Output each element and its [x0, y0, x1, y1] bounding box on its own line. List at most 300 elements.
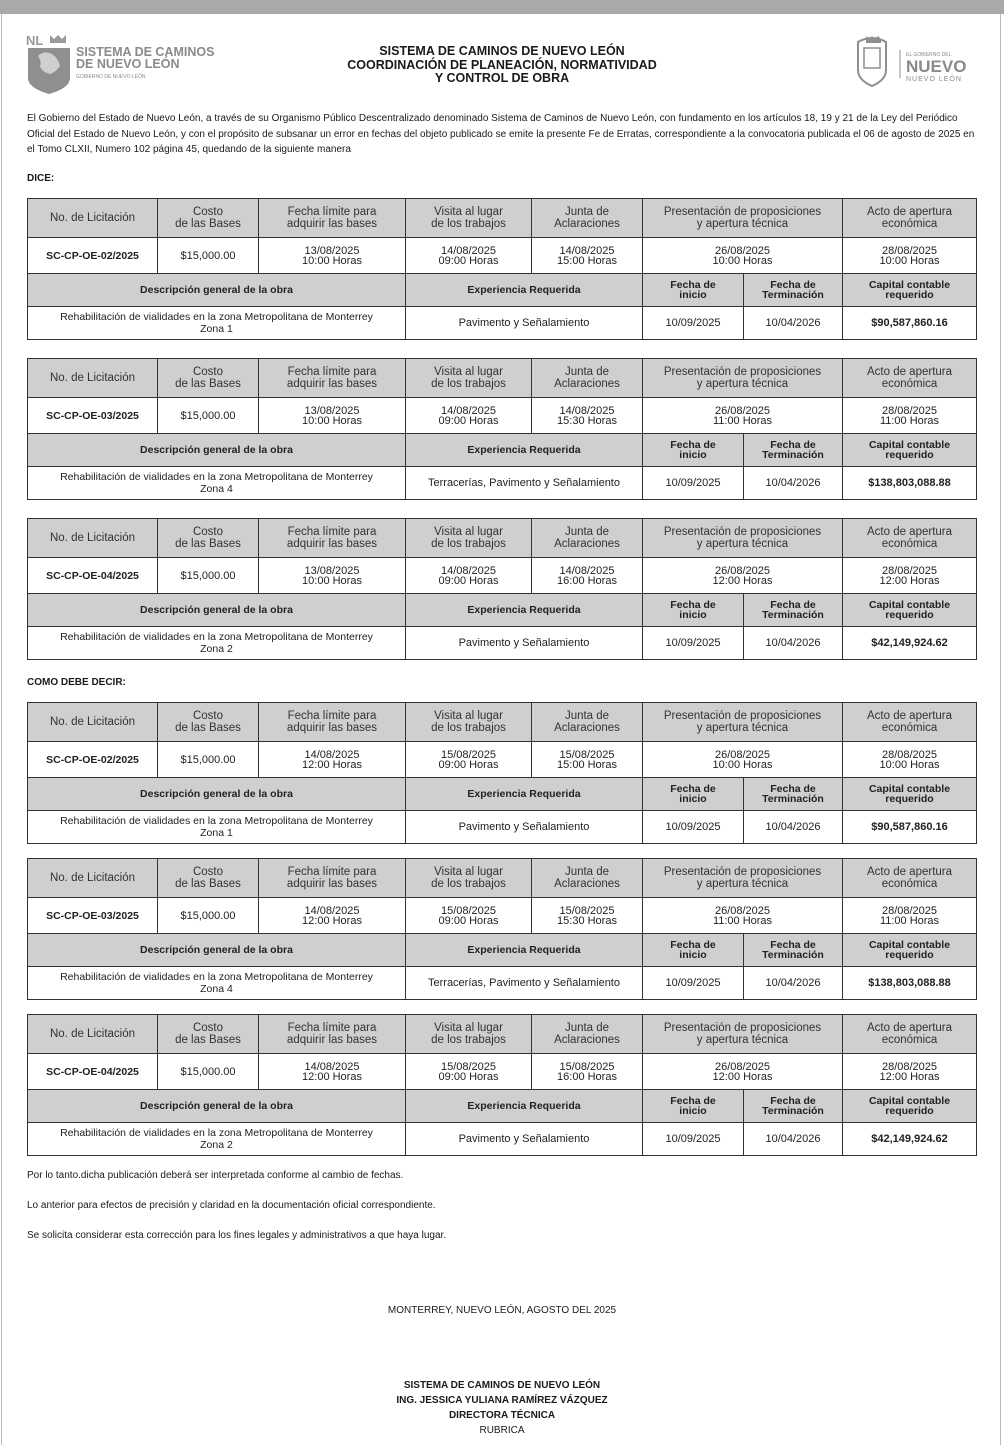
- coat-of-arms-icon: [858, 38, 886, 86]
- header-costo: [158, 1015, 259, 1054]
- licitacion-table-debe-decir-2: [27, 858, 977, 1000]
- capital-value: [843, 967, 977, 1000]
- descripcion-value: [28, 627, 406, 660]
- header-num-line-1: No. de Licitación: [49, 532, 136, 544]
- header-fecha-inicio: [643, 778, 744, 810]
- header-capital-line-2: requerido: [885, 449, 934, 461]
- acto-value-line-2: 12:00 Horas: [879, 1070, 940, 1083]
- header-presentacion-line-2: y apertura técnica: [696, 1034, 789, 1046]
- header-fecha-terminacion: [744, 274, 842, 306]
- table-header-row: [28, 1015, 977, 1054]
- header-costo-line-2: de las Bases: [175, 878, 241, 890]
- table-subheader-row: [28, 434, 977, 467]
- junta-value: [532, 398, 643, 434]
- header-junta-line-1: Junta de: [564, 1022, 610, 1034]
- experiencia-value: [406, 467, 643, 500]
- header-fecha-limite-line-2: adquirir las bases: [286, 378, 378, 390]
- header-visita-line-1: Visita al lugar: [434, 206, 503, 218]
- header-title-1: SISTEMA DE CAMINOS DE NUEVO LEÓN: [379, 44, 625, 58]
- header-fecha-limite: [259, 703, 406, 742]
- header-capital-line-1: Capital contable: [868, 783, 951, 795]
- descripcion-value-line-1: Rehabilitación de vialidades en la zona Metropolitana de Monterrey: [60, 815, 373, 827]
- signature-rubrica: RUBRICA: [479, 1425, 525, 1436]
- header-costo-line-1: Costo: [192, 206, 224, 218]
- header-costo: [158, 703, 259, 742]
- header-junta-line-1: Junta de: [564, 206, 610, 218]
- descripcion-value: [28, 307, 406, 340]
- header-costo-line-2: de las Bases: [175, 538, 241, 550]
- header-costo-line-2: de las Bases: [175, 378, 241, 390]
- acto-value-line-2: 12:00 Horas: [879, 574, 940, 587]
- header-fecha-terminacion-line: Fecha de: [770, 279, 816, 291]
- costo-value: [158, 898, 259, 934]
- fecha-terminacion-value: 10/04/2026: [765, 477, 821, 489]
- header-costo-line-1: Costo: [192, 366, 224, 378]
- acto-value: [843, 898, 977, 934]
- costo-value-line-1: $15,000.00: [180, 249, 236, 262]
- capital-value-line-1: $138,803,088.88: [868, 977, 951, 989]
- header-presentacion-line-2: y apertura técnica: [696, 722, 789, 734]
- header-junta: [532, 703, 643, 742]
- header-visita-line-2: de los trabajos: [431, 538, 506, 550]
- header-visita-line-1: Visita al lugar: [434, 1022, 503, 1034]
- header-fecha-limite-line-2: adquirir las bases: [286, 538, 378, 550]
- table-header-row: [28, 703, 977, 742]
- costo-value-line-1: $15,000.00: [180, 753, 236, 766]
- header-visita-line-1: Visita al lugar: [434, 366, 503, 378]
- visita-value-line-2: 09:00 Horas: [438, 758, 499, 771]
- licitacion-number-line-1: SC-CP-OE-02/2025: [46, 249, 139, 262]
- visita-value: [406, 238, 532, 274]
- fechas-pair-value: [643, 307, 843, 340]
- presentacion-value-line-1: 26/08/2025: [714, 904, 771, 917]
- header-fecha-inicio-line: inicio: [679, 449, 707, 461]
- header-acto-line-1: Acto de apertura: [866, 1022, 953, 1034]
- header-acto-line-2: económica: [881, 218, 938, 230]
- header-fecha-inicio-line: Fecha de: [670, 783, 716, 795]
- header-fecha-limite-line-2: adquirir las bases: [286, 1034, 378, 1046]
- header-fecha-limite-line-2: adquirir las bases: [286, 218, 378, 230]
- header-fecha-limite: [259, 859, 406, 898]
- capital-value: [843, 627, 977, 660]
- header-capital-line-2: requerido: [885, 289, 934, 301]
- capital-value: [843, 467, 977, 500]
- header-costo-line-2: de las Bases: [175, 1034, 241, 1046]
- header-acto-line-2: económica: [881, 722, 938, 734]
- presentacion-value: [643, 398, 843, 434]
- header-experiencia: [406, 934, 643, 967]
- header-junta-line-2: Aclaraciones: [554, 378, 620, 390]
- header-acto-line-2: económica: [881, 878, 938, 890]
- descripcion-value-line-2: Zona 4: [200, 483, 233, 495]
- visita-value: [406, 558, 532, 594]
- costo-value: [158, 398, 259, 434]
- header-num-line-1: No. de Licitación: [49, 1028, 136, 1040]
- descripcion-value-line-1: Rehabilitación de vialidades en la zona Metropolitana de Monterrey: [60, 311, 373, 323]
- header-presentacion-line-2: y apertura técnica: [696, 878, 789, 890]
- fecha-limite-value-line-1: 13/08/2025: [304, 244, 360, 257]
- acto-value: [843, 558, 977, 594]
- experiencia-value-line-1: Terracerías, Pavimento y Señalamiento: [428, 477, 620, 489]
- header-junta-line-2: Aclaraciones: [554, 722, 620, 734]
- header-capital-line-1: Capital contable: [868, 1095, 951, 1107]
- fecha-limite-value-line-1: 13/08/2025: [304, 404, 360, 417]
- capital-value: [843, 1123, 977, 1156]
- table-row: [28, 558, 977, 594]
- costo-value-line-1: $15,000.00: [180, 569, 236, 582]
- header-junta: [532, 519, 643, 558]
- acto-value-line-1: 28/08/2025: [881, 1060, 938, 1073]
- header-descripcion-line-1: Descripción general de la obra: [140, 788, 293, 800]
- header-acto-line-2: económica: [881, 538, 938, 550]
- descripcion-value-line-1: Rehabilitación de vialidades en la zona Metropolitana de Monterrey: [60, 971, 373, 983]
- header-descripcion: [28, 934, 406, 967]
- costo-value: [158, 742, 259, 778]
- header-acto: [843, 703, 977, 742]
- header-fecha-limite-line-1: Fecha límite para: [287, 206, 377, 218]
- header-fecha-limite-line-1: Fecha límite para: [287, 710, 377, 722]
- junta-value: [532, 238, 643, 274]
- header-acto-line-2: económica: [881, 378, 938, 390]
- visita-value-line-1: 14/08/2025: [440, 564, 497, 577]
- header-costo-line-1: Costo: [192, 866, 224, 878]
- presentacion-value-line-1: 26/08/2025: [714, 1060, 771, 1073]
- debe-decir-label: COMO DEBE DECIR:: [27, 677, 126, 688]
- header-fecha-limite: [259, 199, 406, 238]
- fecha-terminacion-value: 10/04/2026: [765, 317, 821, 329]
- header-fecha-limite-line-1: Fecha límite para: [287, 1022, 377, 1034]
- capital-value-line-1: $90,587,860.16: [871, 821, 948, 833]
- visita-value-line-1: 15/08/2025: [440, 1060, 497, 1073]
- header-capital-line-1: Capital contable: [868, 439, 951, 451]
- junta-value-line-1: 14/08/2025: [559, 244, 615, 257]
- header-fecha-terminacion: [744, 934, 842, 966]
- acto-value-line-1: 28/08/2025: [881, 244, 938, 257]
- header-visita: [406, 1015, 532, 1054]
- header-presentacion-line-2: y apertura técnica: [696, 538, 789, 550]
- visita-value: [406, 1054, 532, 1090]
- header-acto-line-1: Acto de apertura: [866, 206, 953, 218]
- header-presentacion: [643, 1015, 843, 1054]
- intro-paragraph: El Gobierno del Estado de Nuevo León, a través de su Organismo Público Descentralizado denominado Sistema de Caminos de Nuevo León, con fundamento en los artículos 18, 19 y 21 de la Ley del Periódico Oficial del Estado de Nuevo León, y con el propósito de subsanar un error en fechas del objeto publicado se emite la presente Fe de Erratas, correspondiente a la convocatoria publicada el 06 de agosto de 2025 en el Tomo CLXII, Numero 102 página 45, quedando de la siguiente manera: [27, 113, 975, 155]
- capital-value-line-1: $42,149,924.62: [871, 637, 948, 649]
- header-fecha-terminacion: [744, 594, 842, 626]
- header-fechas-pair: [643, 934, 843, 967]
- fecha-limite-value-line-2: 12:00 Horas: [302, 1070, 362, 1083]
- header-visita-line-1: Visita al lugar: [434, 710, 503, 722]
- licitacion-table-dice-3: [27, 518, 977, 660]
- logo-big-text: NUEVO: [906, 57, 967, 76]
- header-fecha-terminacion-line: Terminación: [762, 949, 824, 961]
- header-experiencia: [406, 1090, 643, 1123]
- descripcion-value-line-1: Rehabilitación de vialidades en la zona Metropolitana de Monterrey: [60, 1127, 373, 1139]
- header-fecha-limite-line-2: adquirir las bases: [286, 878, 378, 890]
- fecha-terminacion-value: 10/04/2026: [765, 637, 821, 649]
- fecha-limite-value: [259, 398, 406, 434]
- experiencia-value: [406, 307, 643, 340]
- header-costo-line-2: de las Bases: [175, 722, 241, 734]
- descripcion-value-line-1: Rehabilitación de vialidades en la zona Metropolitana de Monterrey: [60, 631, 373, 643]
- costo-value-line-1: $15,000.00: [180, 1065, 236, 1078]
- header-fecha-terminacion-line: Fecha de: [770, 939, 816, 951]
- header-junta: [532, 859, 643, 898]
- logo-sub-text: NUEVO LEÓN: [906, 76, 962, 83]
- fecha-inicio-value: 10/09/2025: [643, 307, 744, 339]
- experiencia-value-line-1: Terracerías, Pavimento y Señalamiento: [428, 977, 620, 989]
- descripcion-value-line-2: Zona 2: [200, 643, 233, 655]
- visita-value-line-2: 09:00 Horas: [438, 574, 499, 587]
- presentacion-value: [643, 238, 843, 274]
- document-header: [300, 45, 704, 86]
- descripcion-value: [28, 467, 406, 500]
- licitacion-table-debe-decir-1: [27, 702, 977, 844]
- header-fecha-terminacion-line: Terminación: [762, 289, 824, 301]
- table-row: [28, 742, 977, 778]
- header-fecha-terminacion-line: Fecha de: [770, 1095, 816, 1107]
- header-fechas-pair: [643, 1090, 843, 1123]
- costo-value-line-1: $15,000.00: [180, 409, 236, 422]
- fecha-inicio-value: 10/09/2025: [643, 967, 744, 999]
- header-costo: [158, 199, 259, 238]
- fecha-limite-value-line-2: 10:00 Horas: [302, 254, 362, 267]
- header-junta-line-2: Aclaraciones: [554, 218, 620, 230]
- header-num-line-1: No. de Licitación: [49, 212, 136, 224]
- header-num: [28, 859, 158, 898]
- header-num: [28, 1015, 158, 1054]
- header-fecha-inicio: [643, 274, 744, 306]
- header-junta-line-1: Junta de: [564, 366, 610, 378]
- fecha-limite-value-line-1: 14/08/2025: [304, 748, 360, 761]
- header-visita-line-2: de los trabajos: [431, 378, 506, 390]
- visita-value-line-1: 14/08/2025: [440, 244, 497, 257]
- signature-role: DIRECTORA TÉCNICA: [448, 1410, 556, 1421]
- table-subheader-row: [28, 594, 977, 627]
- junta-value-line-2: 16:00 Horas: [557, 1070, 617, 1083]
- header-visita: [406, 199, 532, 238]
- descripcion-value: [28, 811, 406, 844]
- table-subheader-row: [28, 934, 977, 967]
- table-header-row: [28, 199, 977, 238]
- junta-value: [532, 898, 643, 934]
- header-presentacion-line-1: Presentación de proposiciones: [663, 206, 822, 218]
- header-acto-line-2: económica: [881, 1034, 938, 1046]
- visita-value: [406, 398, 532, 434]
- costo-value: [158, 558, 259, 594]
- table-subheader-row: [28, 274, 977, 307]
- junta-value: [532, 742, 643, 778]
- header-capital-line-2: requerido: [885, 609, 934, 621]
- header-fecha-inicio-line: Fecha de: [670, 279, 716, 291]
- junta-value-line-2: 15:30 Horas: [557, 914, 617, 927]
- junta-value-line-1: 15/08/2025: [559, 1060, 615, 1073]
- licitacion-number-line-1: SC-CP-OE-03/2025: [46, 409, 139, 422]
- table-row: [28, 1054, 977, 1090]
- header-capital-line-1: Capital contable: [868, 279, 951, 291]
- header-num-line-1: No. de Licitación: [49, 872, 136, 884]
- header-descripcion-line-1: Descripción general de la obra: [140, 1100, 293, 1112]
- licitacion-number: [28, 238, 158, 274]
- acto-value-line-1: 28/08/2025: [881, 748, 938, 761]
- table-header-row: [28, 359, 977, 398]
- header-fecha-limite-line-1: Fecha límite para: [287, 866, 377, 878]
- fecha-limite-value-line-2: 10:00 Horas: [302, 414, 362, 427]
- table-row: [28, 967, 977, 1000]
- header-visita-line-1: Visita al lugar: [434, 866, 503, 878]
- fecha-limite-value: [259, 238, 406, 274]
- header-fechas-pair: [643, 778, 843, 811]
- coat-inner-icon: [864, 48, 880, 68]
- fecha-limite-value: [259, 742, 406, 778]
- fechas-pair-value: [643, 1123, 843, 1156]
- experiencia-value-line-1: Pavimento y Señalamiento: [458, 317, 590, 329]
- presentacion-value-line-1: 26/08/2025: [714, 244, 771, 257]
- presentacion-value-line-2: 10:00 Horas: [712, 254, 773, 267]
- header-junta: [532, 1015, 643, 1054]
- header-fecha-inicio-line: Fecha de: [670, 939, 716, 951]
- header-fecha-inicio-line: inicio: [679, 793, 707, 805]
- visita-value-line-2: 09:00 Horas: [438, 414, 499, 427]
- junta-value-line-1: 15/08/2025: [559, 904, 615, 917]
- header-fecha-inicio: [643, 594, 744, 626]
- logo-line-3: GOBIERNO DE NUEVO LEÓN: [76, 74, 146, 80]
- table-row: [28, 627, 977, 660]
- header-capital-line-2: requerido: [885, 793, 934, 805]
- licitacion-table-debe-decir-3: [27, 1014, 977, 1156]
- header-acto: [843, 519, 977, 558]
- header-visita-line-2: de los trabajos: [431, 218, 506, 230]
- signature-name: ING. JESSICA YULIANA RAMÍREZ VÁZQUEZ: [396, 1395, 608, 1406]
- header-capital: [843, 434, 977, 467]
- signature-org: SISTEMA DE CAMINOS DE NUEVO LEÓN: [403, 1380, 601, 1391]
- header-capital: [843, 594, 977, 627]
- acto-value-line-1: 28/08/2025: [881, 564, 938, 577]
- header-num: [28, 703, 158, 742]
- sistema-caminos-logo: [26, 32, 226, 96]
- table-row: [28, 307, 977, 340]
- header-visita: [406, 703, 532, 742]
- header-acto: [843, 199, 977, 238]
- header-experiencia-line-1: Experiencia Requerida: [467, 788, 581, 800]
- header-descripcion: [28, 778, 406, 811]
- fecha-limite-value-line-1: 14/08/2025: [304, 904, 360, 917]
- junta-value-line-2: 16:00 Horas: [557, 574, 617, 587]
- fechas-pair-value: [643, 627, 843, 660]
- header-fecha-terminacion: [744, 434, 842, 466]
- visita-value-line-2: 09:00 Horas: [438, 1070, 499, 1083]
- visita-value-line-2: 09:00 Horas: [438, 914, 499, 927]
- gobierno-nuevo-leon-logo: [852, 32, 984, 90]
- header-fecha-terminacion: [744, 778, 842, 810]
- table-header-row: [28, 859, 977, 898]
- logo-nl-text: NL: [26, 33, 44, 48]
- licitacion-number: [28, 742, 158, 778]
- costo-value: [158, 238, 259, 274]
- logo-line-1: SISTEMA DE CAMINOS: [76, 45, 215, 59]
- header-acto: [843, 359, 977, 398]
- licitacion-number-line-1: SC-CP-OE-04/2025: [46, 1065, 139, 1078]
- junta-value-line-2: 15:00 Horas: [557, 254, 617, 267]
- header-presentacion-line-1: Presentación de proposiciones: [663, 1022, 822, 1034]
- fecha-limite-value-line-2: 12:00 Horas: [302, 758, 362, 771]
- licitacion-number: [28, 558, 158, 594]
- header-fecha-inicio-line: Fecha de: [670, 599, 716, 611]
- junta-value-line-1: 14/08/2025: [559, 404, 615, 417]
- header-junta: [532, 199, 643, 238]
- presentacion-value-line-1: 26/08/2025: [714, 404, 771, 417]
- header-fecha-terminacion-line: Terminación: [762, 449, 824, 461]
- licitacion-number-line-1: SC-CP-OE-04/2025: [46, 569, 139, 582]
- header-descripcion-line-1: Descripción general de la obra: [140, 944, 293, 956]
- header-experiencia-line-1: Experiencia Requerida: [467, 284, 581, 296]
- place-date: MONTERREY, NUEVO LEÓN, AGOSTO DEL 2025: [387, 1305, 617, 1316]
- acto-value: [843, 1054, 977, 1090]
- header-presentacion-line-2: y apertura técnica: [696, 378, 789, 390]
- experiencia-value: [406, 627, 643, 660]
- licitacion-number: [28, 898, 158, 934]
- licitacion-number: [28, 1054, 158, 1090]
- capital-value-line-1: $90,587,860.16: [871, 317, 948, 329]
- header-fecha-inicio-line: Fecha de: [670, 1095, 716, 1107]
- header-fecha-limite-line-1: Fecha límite para: [287, 526, 377, 538]
- header-capital-line-2: requerido: [885, 1105, 934, 1117]
- visita-value-line-1: 15/08/2025: [440, 904, 497, 917]
- fecha-limite-value-line-1: 14/08/2025: [304, 1060, 360, 1073]
- descripcion-value: [28, 967, 406, 1000]
- header-title-3: Y CONTROL DE OBRA: [434, 71, 570, 85]
- visita-value-line-2: 09:00 Horas: [438, 254, 499, 267]
- fecha-limite-value: [259, 558, 406, 594]
- presentacion-value-line-2: 12:00 Horas: [712, 1070, 773, 1083]
- header-num: [28, 359, 158, 398]
- header-fecha-inicio: [643, 434, 744, 466]
- fecha-inicio-value: 10/09/2025: [643, 1123, 744, 1155]
- fecha-limite-value-line-1: 13/08/2025: [304, 564, 360, 577]
- visita-value: [406, 742, 532, 778]
- table-header-row: [28, 519, 977, 558]
- header-experiencia-line-1: Experiencia Requerida: [467, 604, 581, 616]
- header-descripcion-line-1: Descripción general de la obra: [140, 604, 293, 616]
- header-fecha-terminacion-line: Fecha de: [770, 599, 816, 611]
- header-fecha-limite-line-2: adquirir las bases: [286, 722, 378, 734]
- header-junta-line-1: Junta de: [564, 710, 610, 722]
- header-fecha-limite: [259, 1015, 406, 1054]
- header-presentacion-line-1: Presentación de proposiciones: [663, 866, 822, 878]
- acto-value: [843, 238, 977, 274]
- experiencia-value-line-1: Pavimento y Señalamiento: [458, 821, 590, 833]
- acto-value-line-2: 11:00 Horas: [879, 914, 940, 927]
- presentacion-value: [643, 558, 843, 594]
- table-subheader-row: [28, 778, 977, 811]
- header-visita-line-2: de los trabajos: [431, 1034, 506, 1046]
- header-presentacion: [643, 519, 843, 558]
- fecha-inicio-value: 10/09/2025: [643, 467, 744, 499]
- junta-value: [532, 558, 643, 594]
- junta-value-line-1: 14/08/2025: [559, 564, 615, 577]
- header-fecha-inicio: [643, 1090, 744, 1122]
- crown-icon: [50, 35, 66, 43]
- costo-value: [158, 1054, 259, 1090]
- capital-value-line-1: $138,803,088.88: [868, 477, 951, 489]
- fechas-pair-value: [643, 967, 843, 1000]
- presentacion-value: [643, 898, 843, 934]
- junta-value: [532, 1054, 643, 1090]
- logo-small-text: EL GOBIERNO DEL: [906, 52, 952, 58]
- header-experiencia-line-1: Experiencia Requerida: [467, 1100, 581, 1112]
- presentacion-value-line-2: 10:00 Horas: [712, 758, 773, 771]
- header-num: [28, 199, 158, 238]
- presentacion-value-line-2: 12:00 Horas: [712, 574, 773, 587]
- header-costo-line-1: Costo: [192, 526, 224, 538]
